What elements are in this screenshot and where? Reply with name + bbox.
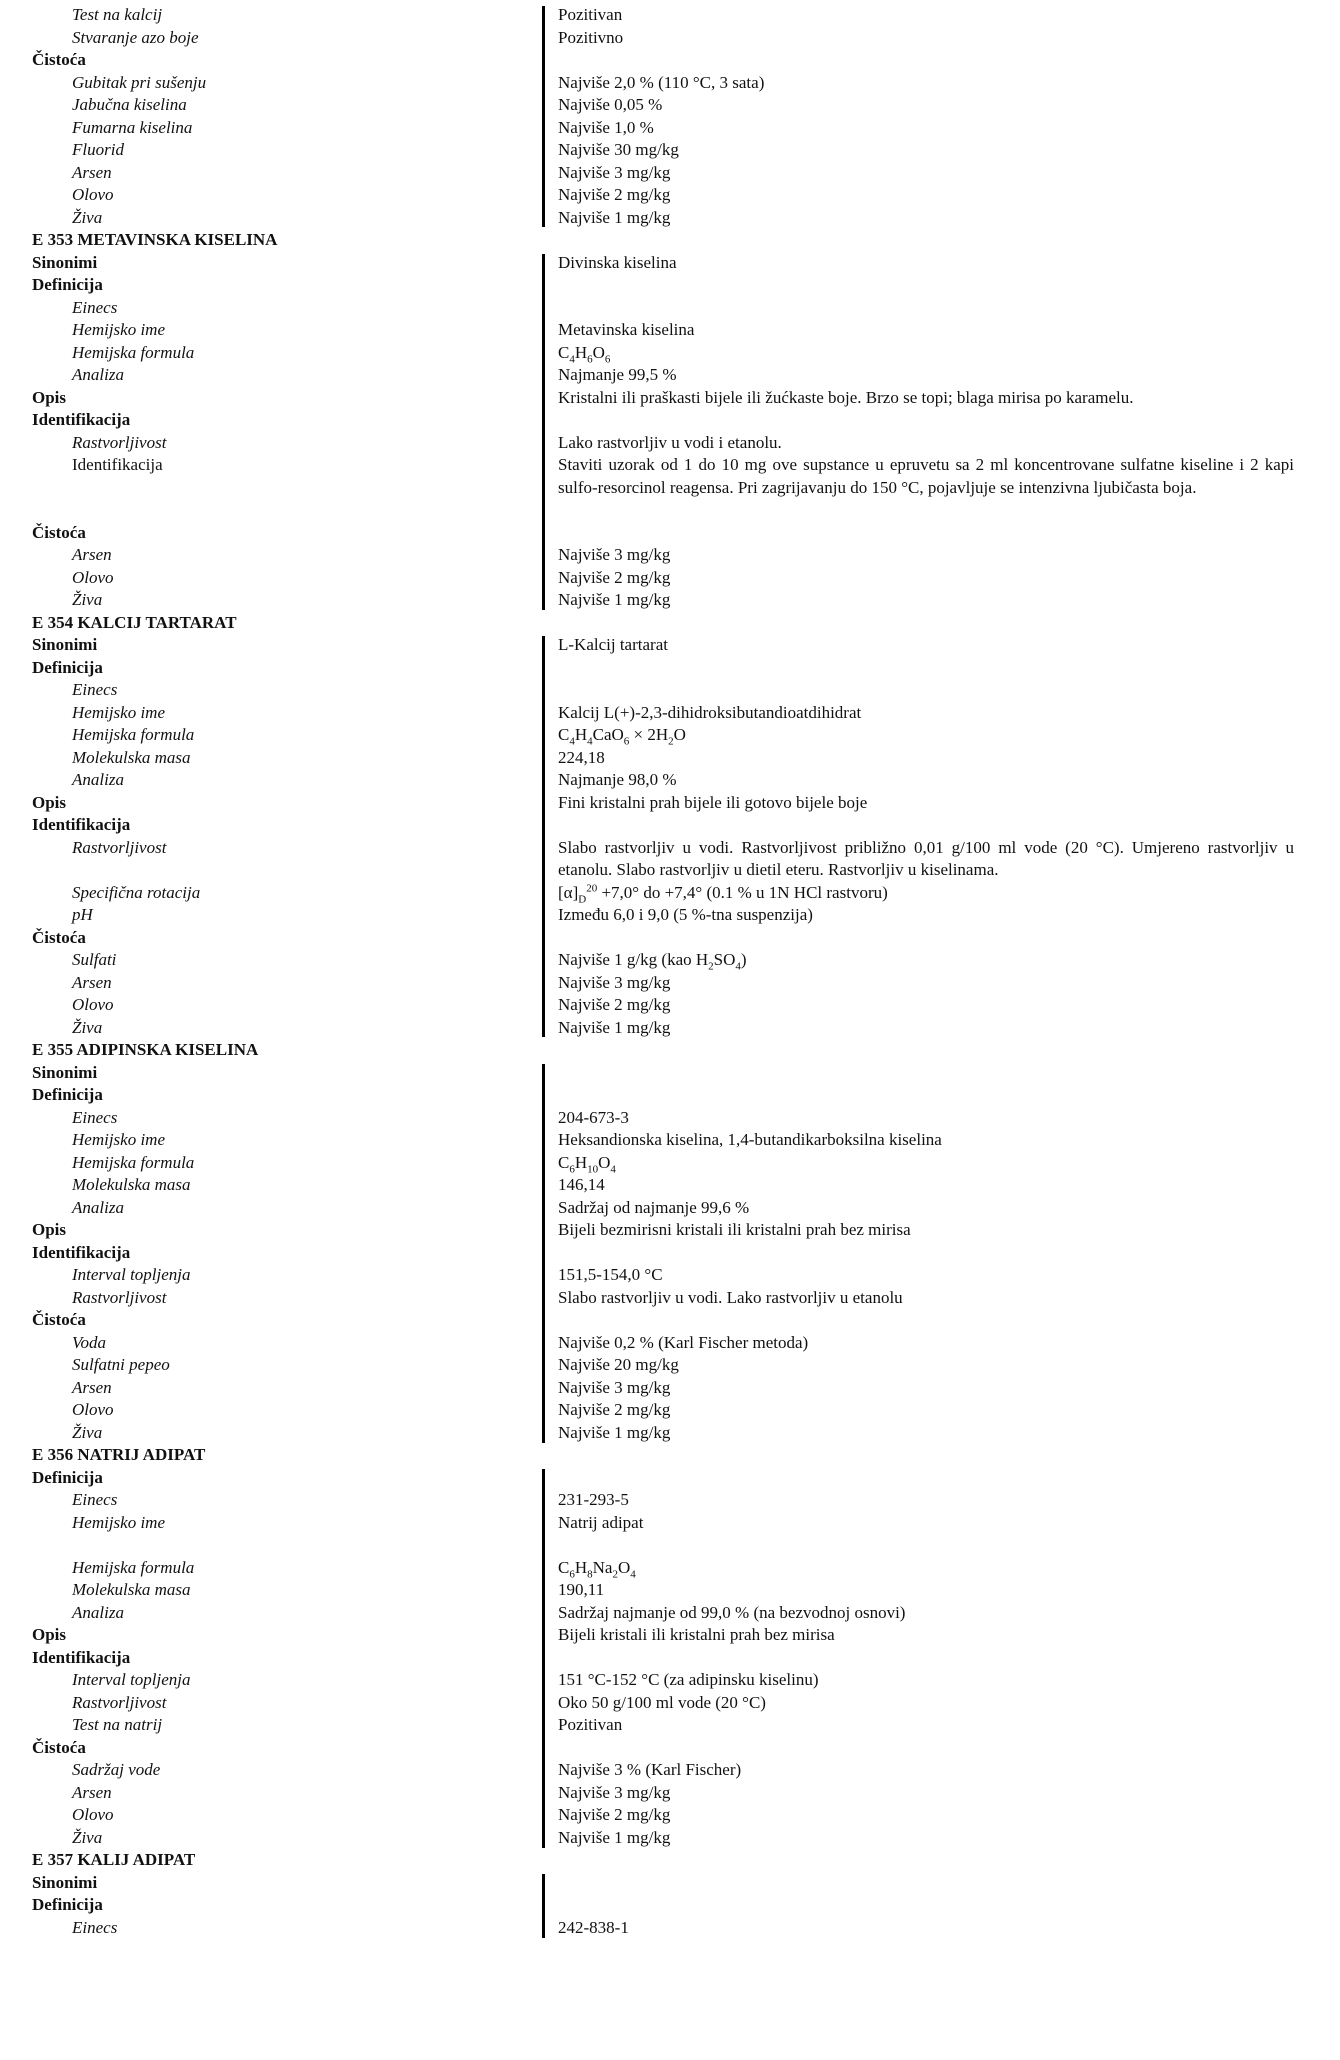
spec-row — [0, 1129, 1340, 1152]
field-value: Oko 50 g/100 ml vode (20 °C) — [558, 1692, 766, 1712]
spec-row — [0, 1309, 1340, 1332]
field-label-sinonimi: Sinonimi — [32, 252, 98, 272]
field-value: Najviše 1 mg/kg — [558, 1017, 671, 1037]
field-value: $C_6H_8Na_2O_4$ — [558, 1557, 636, 1580]
field-label-olovo: Olovo — [72, 1805, 114, 1824]
field-value: Slabo rastvorljiv u vodi. Rastvorljivost približno 0,01 g/100 ml vode (20 °C). Umjereno rastvorljiv u etanolu. Slabo rastvorljiv u dietil eteru. Rastvorljiv u kiselinama. — [558, 837, 1294, 879]
field-label-arsen: Arsen — [72, 1782, 112, 1802]
field-value: Najviše 1 mg/kg — [558, 590, 671, 609]
field-value — [558, 1084, 1294, 1107]
field-label-sulfati: Sulfati — [72, 950, 117, 969]
spec-row — [0, 1197, 1340, 1220]
spec-rows — [0, 634, 1340, 1039]
spec-row — [0, 1647, 1340, 1670]
spec-row — [0, 994, 1340, 1017]
spec-row — [0, 1017, 1340, 1040]
spec-row — [0, 139, 1340, 162]
spec-row — [0, 769, 1340, 792]
spec-row — [0, 904, 1340, 927]
spec-block — [0, 229, 1340, 612]
field-label-olovo: Olovo — [72, 1400, 114, 1419]
spec-rows — [0, 1467, 1340, 1850]
field-value — [558, 1242, 1294, 1265]
spec-row — [0, 117, 1340, 140]
field-value: Najviše 0,05 % — [558, 95, 663, 114]
field-value: Najviše 2 mg/kg — [558, 1400, 671, 1419]
field-label-sinonimi: Sinonimi — [32, 635, 98, 654]
spec-row — [0, 1714, 1340, 1737]
field-value: 151,5-154,0 °C — [558, 1265, 663, 1284]
spec-row — [0, 634, 1340, 657]
field-value: Najviše 2 mg/kg — [558, 185, 671, 204]
spec-row — [0, 1264, 1340, 1287]
field-label-definicija: Definicija — [32, 1085, 103, 1104]
field-value — [558, 1872, 1294, 1895]
field-value: 190,11 — [558, 1580, 605, 1599]
field-label-molekulska-masa: Molekulska masa — [72, 1175, 191, 1194]
spec-row — [0, 72, 1340, 95]
spec-row — [0, 1062, 1340, 1085]
column-divider — [542, 636, 545, 1037]
field-value: 151 °C-152 °C (za adipinsku kiselinu) — [558, 1670, 819, 1689]
field-value: $C_4H_4CaO_6 \times 2H_2O$ — [558, 725, 686, 748]
field-label-ziva: Živa — [72, 207, 103, 227]
column-divider — [542, 6, 545, 227]
field-label-hemijsko-ime: Hemijsko ime — [72, 702, 166, 722]
spec-row — [0, 1737, 1340, 1760]
spec-row — [0, 252, 1340, 275]
field-value: 204-673-3 — [558, 1107, 629, 1127]
spec-row — [0, 657, 1340, 680]
field-label-gubitak-pri-susenju: Gubitak pri sušenju — [72, 72, 207, 92]
field-label-rastvorljivost: Rastvorljivost — [72, 1287, 167, 1307]
spec-row — [0, 589, 1340, 612]
field-label-definicija: Definicija — [32, 657, 103, 677]
field-value: Najviše 3 mg/kg — [558, 1782, 671, 1802]
field-label-opis: Opis — [32, 1625, 67, 1644]
section-header — [0, 1849, 1340, 1872]
spec-row — [0, 702, 1340, 725]
field-label-cistoca: Čistoća — [32, 927, 86, 947]
spec-row — [0, 27, 1340, 50]
spec-row — [0, 1377, 1340, 1400]
spec-row — [0, 297, 1340, 320]
spec-row — [0, 184, 1340, 207]
spec-row — [0, 319, 1340, 342]
section-title: E 357 KALIJ ADIPAT — [32, 1850, 196, 1869]
field-label-identifikacija: Identifikacija — [32, 815, 131, 834]
spec-block — [0, 1849, 1340, 1939]
field-label-stvaranje-azo-boje: Stvaranje azo boje — [72, 27, 199, 47]
field-label-einecs: Einecs — [72, 1490, 118, 1509]
spec-row — [0, 927, 1340, 950]
spec-row — [0, 1084, 1340, 1107]
field-value: Kristalni ili praškasti bijele ili žućkaste boje. Brzo se topi; blaga mirisa po karamelu. — [558, 387, 1134, 407]
field-label-cistoca: Čistoća — [32, 1310, 86, 1329]
field-value: Najviše 1 g/kg (kao $H_2SO_4$) — [558, 950, 747, 973]
field-value: Metavinska kiselina — [558, 320, 695, 339]
spec-row — [0, 949, 1340, 972]
field-label-einecs: Einecs — [72, 297, 118, 317]
field-value: Bijeli bezmirisni kristali ili kristalni prah bez mirisa — [558, 1220, 911, 1239]
column-divider — [542, 1874, 545, 1938]
field-label-analiza: Analiza — [72, 365, 124, 384]
field-value: Pozitivan — [558, 5, 623, 24]
field-label-interval-topljenja: Interval topljenja — [72, 1265, 191, 1284]
field-label-analiza: Analiza — [72, 1197, 124, 1217]
spec-row — [0, 1399, 1340, 1422]
spec-row — [0, 499, 1340, 522]
field-label-opis: Opis — [32, 387, 67, 407]
field-value: Najviše 1 mg/kg — [558, 1827, 671, 1847]
spec-row — [0, 207, 1340, 230]
field-label-identifikacija: Identifikacija — [72, 455, 163, 474]
spec-block — [0, 1444, 1340, 1849]
spec-row — [0, 1332, 1340, 1355]
field-value — [558, 409, 1294, 432]
spec-row — [0, 1692, 1340, 1715]
field-label-olovo: Olovo — [72, 567, 114, 587]
spec-row — [0, 274, 1340, 297]
field-label-hemijska-formula: Hemijska formula — [72, 1557, 195, 1577]
field-value: Najmanje 98,0 % — [558, 770, 677, 789]
spec-row — [0, 1602, 1340, 1625]
field-value: Staviti uzorak od 1 do 10 mg ove supstance u epruvetu sa 2 ml koncentrovane sulfatne kiseline i 2 kapi sulfo-resorcinol reagensa. Pri zagrijavanju do 150 °C, pojavljuje se intenzivna ljubičasta boja. — [558, 455, 1294, 497]
field-value — [558, 274, 1294, 297]
field-value — [558, 1062, 1294, 1085]
spec-row — [0, 364, 1340, 387]
field-label-arsen: Arsen — [72, 1377, 112, 1397]
spec-row — [0, 94, 1340, 117]
section-title: E 354 KALCIJ TARTARAT — [32, 612, 237, 632]
field-label-rastvorljivost: Rastvorljivost — [72, 432, 167, 452]
field-value — [558, 1309, 1294, 1332]
spec-row — [0, 432, 1340, 455]
field-value: Između 6,0 i 9,0 (5 %-tna suspenzija) — [558, 905, 813, 924]
field-label-hemijska-formula: Hemijska formula — [72, 1152, 195, 1172]
field-value: Fini kristalni prah bijele ili gotovo bijele boje — [558, 792, 868, 812]
field-label-sinonimi: Sinonimi — [32, 1062, 98, 1082]
field-label-einecs: Einecs — [72, 1107, 118, 1127]
section-header — [0, 1444, 1340, 1467]
field-label-sinonimi: Sinonimi — [32, 1872, 98, 1892]
spec-row — [0, 409, 1340, 432]
field-label-ziva: Živa — [72, 590, 103, 609]
spec-row — [0, 1759, 1340, 1782]
field-label-einecs: Einecs — [72, 1917, 118, 1937]
field-value: Bijeli kristali ili kristalni prah bez mirisa — [558, 1625, 835, 1644]
field-value: Najmanje 99,5 % — [558, 365, 677, 384]
field-value: Slabo rastvorljiv u vodi. Lako rastvorljiv u etanolu — [558, 1287, 903, 1307]
field-label-molekulska-masa: Molekulska masa — [72, 747, 191, 767]
spec-row — [0, 1107, 1340, 1130]
spec-row — [0, 4, 1340, 27]
field-value — [558, 927, 1294, 950]
field-label-arsen: Arsen — [72, 972, 112, 992]
spec-row — [0, 1872, 1340, 1895]
spec-row — [0, 1669, 1340, 1692]
field-value — [558, 1894, 1294, 1917]
spec-row — [0, 1804, 1340, 1827]
field-label-specificna-rotacija: Specifična rotacija — [72, 882, 201, 902]
spec-row — [0, 882, 1340, 905]
field-label-hemijska-formula: Hemijska formula — [72, 342, 195, 362]
field-value: L-Kalcij tartarat — [558, 635, 668, 654]
field-value: Pozitivan — [558, 1715, 623, 1734]
spec-row — [0, 1512, 1340, 1535]
field-value — [558, 49, 1294, 72]
spec-row — [0, 747, 1340, 770]
spec-row — [0, 454, 1340, 499]
field-label-analiza: Analiza — [72, 770, 124, 789]
field-value: Najviše 3 mg/kg — [558, 545, 671, 564]
field-value: 146,14 — [558, 1175, 605, 1194]
spec-row — [0, 1152, 1340, 1175]
spec-row — [0, 679, 1340, 702]
field-label-identifikacija: Identifikacija — [32, 1242, 131, 1262]
field-label-ziva: Živa — [72, 1827, 103, 1847]
spec-row — [0, 724, 1340, 747]
field-value — [558, 1534, 1294, 1557]
spec-row — [0, 1242, 1340, 1265]
field-label-rastvorljivost: Rastvorljivost — [72, 1692, 167, 1712]
spec-row — [0, 1782, 1340, 1805]
section-header — [0, 229, 1340, 252]
field-value: Sadržaj najmanje od 99,0 % (na bezvodnoj osnovi) — [558, 1602, 906, 1622]
field-value: $C_6H_{10}O_4$ — [558, 1152, 616, 1175]
field-value: Najviše 2 mg/kg — [558, 995, 671, 1014]
field-value: Sadržaj od najmanje 99,6 % — [558, 1197, 750, 1217]
field-label-cistoca: Čistoća — [32, 1737, 86, 1757]
field-label-opis: Opis — [32, 792, 67, 812]
section-header — [0, 612, 1340, 635]
field-value — [558, 297, 1294, 320]
field-value: Najviše 2,0 % (110 °C, 3 sata) — [558, 72, 765, 92]
field-value — [558, 1647, 1294, 1670]
field-label-definicija: Definicija — [32, 1467, 103, 1487]
spec-row — [0, 49, 1340, 72]
section-header — [0, 1039, 1340, 1062]
field-label-definicija: Definicija — [32, 1895, 103, 1914]
spec-table — [0, 4, 1340, 1939]
spec-row — [0, 1557, 1340, 1580]
spec-row — [0, 1219, 1340, 1242]
spec-row — [0, 1827, 1340, 1850]
field-label-hemijsko-ime: Hemijsko ime — [72, 1130, 166, 1149]
field-label-definicija: Definicija — [32, 275, 103, 294]
column-divider — [542, 254, 545, 610]
spec-row — [0, 1174, 1340, 1197]
field-label-molekulska-masa: Molekulska masa — [72, 1580, 191, 1599]
section-title: E 353 METAVINSKA KISELINA — [32, 230, 278, 249]
field-value — [558, 522, 1294, 545]
field-value — [558, 679, 1294, 702]
field-label-opis: Opis — [32, 1220, 67, 1239]
spec-row — [0, 1917, 1340, 1940]
field-label-ziva: Živa — [72, 1017, 103, 1037]
field-label-olovo: Olovo — [72, 185, 114, 204]
spec-row — [0, 1894, 1340, 1917]
spec-row — [0, 1624, 1340, 1647]
field-value — [558, 814, 1294, 837]
field-value: 242-838-1 — [558, 1917, 629, 1937]
field-label-cistoca: Čistoća — [32, 50, 86, 69]
spec-row — [0, 837, 1340, 882]
field-value: Najviše 20 mg/kg — [558, 1355, 679, 1374]
field-label-rastvorljivost: Rastvorljivost — [72, 837, 167, 857]
spec-row — [0, 814, 1340, 837]
field-label-sadrzaj-vode: Sadržaj vode — [72, 1760, 161, 1779]
field-label-identifikacija: Identifikacija — [32, 1647, 131, 1667]
field-value — [558, 1737, 1294, 1760]
spec-rows — [0, 4, 1340, 229]
spec-row — [0, 792, 1340, 815]
field-value: $C_4H_6O_6$ — [558, 342, 611, 365]
field-value: Najviše 3 mg/kg — [558, 972, 671, 992]
field-label-hemijska-formula: Hemijska formula — [72, 725, 195, 744]
spec-row — [0, 387, 1340, 410]
spec-row — [0, 1354, 1340, 1377]
field-value: Najviše 1 mg/kg — [558, 207, 671, 227]
field-value: Kalcij L(+)-2,3-dihidroksibutandioatdihidrat — [558, 702, 862, 722]
field-label-arsen: Arsen — [72, 545, 112, 564]
spec-row — [0, 1489, 1340, 1512]
spec-row — [0, 1467, 1340, 1490]
spec-row — [0, 162, 1340, 185]
spec-rows — [0, 1062, 1340, 1445]
spec-rows — [0, 252, 1340, 612]
field-label-jabucna-kiselina: Jabučna kiselina — [72, 95, 187, 114]
field-value — [558, 499, 1294, 522]
field-value: 224,18 — [558, 747, 605, 767]
field-value: Najviše 3 mg/kg — [558, 1377, 671, 1397]
spec-row — [0, 972, 1340, 995]
spec-row — [0, 1534, 1340, 1557]
field-value: Najviše 3 mg/kg — [558, 162, 671, 182]
field-label-einecs: Einecs — [72, 680, 118, 699]
field-value: Najviše 1 mg/kg — [558, 1422, 671, 1442]
field-label-voda: Voda — [72, 1332, 106, 1352]
field-value: Divinska kiselina — [558, 252, 677, 272]
field-label-test-na-kalcij: Test na kalcij — [72, 5, 163, 24]
field-value: $[\alpha]_D^{20} +7,0^\circ$ do +7,4° (0.1 % u 1N HCl rastvoru) — [558, 881, 888, 905]
field-value: Najviše 30 mg/kg — [558, 140, 679, 159]
field-label-hemijsko-ime: Hemijsko ime — [72, 320, 166, 339]
spec-row — [0, 544, 1340, 567]
field-value: Najviše 0,2 % (Karl Fischer metoda) — [558, 1332, 809, 1352]
field-label-test-na-natrij: Test na natrij — [72, 1715, 163, 1734]
field-label-interval-topljenja: Interval topljenja — [72, 1670, 191, 1689]
field-label-hemijsko-ime: Hemijsko ime — [72, 1512, 166, 1532]
spec-row — [0, 1287, 1340, 1310]
spec-row — [0, 567, 1340, 590]
field-label-arsen: Arsen — [72, 162, 112, 182]
field-value — [558, 1467, 1294, 1490]
spec-block — [0, 4, 1340, 229]
field-value: Najviše 2 mg/kg — [558, 1805, 671, 1824]
spec-row — [0, 522, 1340, 545]
field-value: Najviše 3 % (Karl Fischer) — [558, 1760, 742, 1779]
spec-row — [0, 1579, 1340, 1602]
field-label-sulfatni-pepeo: Sulfatni pepeo — [72, 1355, 170, 1374]
field-label-identifikacija: Identifikacija — [32, 410, 131, 429]
field-value: Heksandionska kiselina, 1,4-butandikarboksilna kiselina — [558, 1130, 942, 1149]
field-label-cistoca: Čistoća — [32, 522, 86, 542]
field-label-ph: pH — [72, 905, 93, 924]
spec-block — [0, 1039, 1340, 1444]
section-title: E 356 NATRIJ ADIPAT — [32, 1445, 206, 1464]
section-title: E 355 ADIPINSKA KISELINA — [32, 1040, 259, 1059]
field-label-fluorid: Fluorid — [72, 140, 124, 159]
field-value: 231-293-5 — [558, 1490, 629, 1509]
field-value — [558, 657, 1294, 680]
field-value: Pozitivno — [558, 27, 624, 47]
field-value: Natrij adipat — [558, 1512, 644, 1532]
field-value: Najviše 1,0 % — [558, 117, 654, 137]
field-label-olovo: Olovo — [72, 995, 114, 1014]
field-value: Najviše 2 mg/kg — [558, 567, 671, 587]
column-divider — [542, 1064, 545, 1443]
spec-block — [0, 612, 1340, 1040]
spec-row — [0, 342, 1340, 365]
field-label-ziva: Živa — [72, 1422, 103, 1442]
column-divider — [542, 1469, 545, 1848]
field-label-fumarna-kiselina: Fumarna kiselina — [72, 117, 193, 137]
field-label-analiza: Analiza — [72, 1602, 124, 1622]
spec-row — [0, 1422, 1340, 1445]
field-value: Lako rastvorljiv u vodi i etanolu. — [558, 432, 782, 452]
spec-rows — [0, 1872, 1340, 1940]
